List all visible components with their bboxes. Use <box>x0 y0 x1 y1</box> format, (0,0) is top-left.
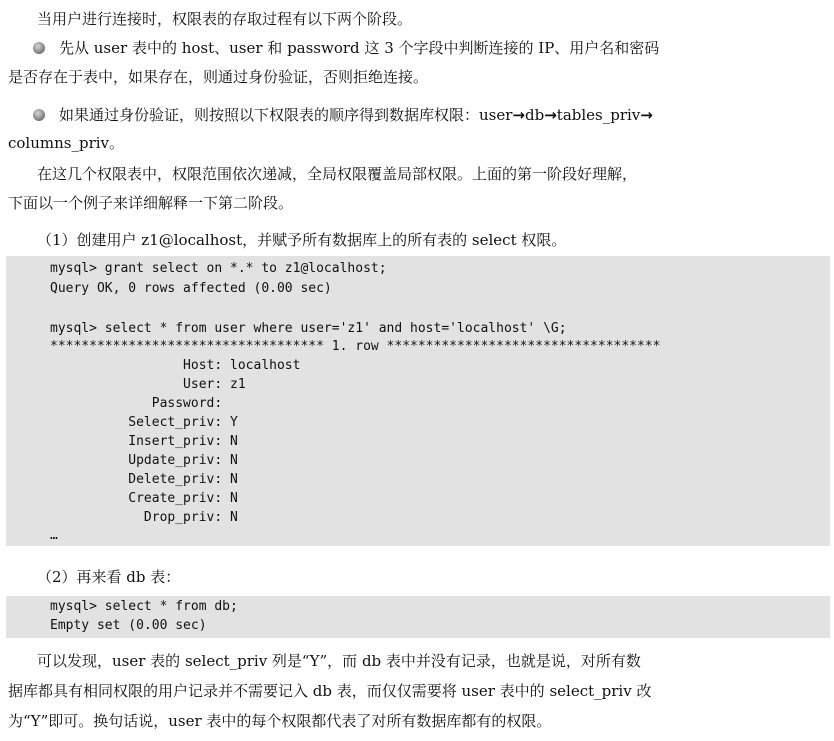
code-line: Query OK, 0 rows affected (0.00 sec) <box>50 281 332 296</box>
code-line: … <box>50 528 58 543</box>
bullet-item-2-line-1 <box>33 104 833 126</box>
arrow-right-icon: → <box>640 106 653 124</box>
bullet-icon <box>33 42 45 54</box>
bullet-2-text: 如果通过身份验证，则按照以下权限表的顺序得到数据库权限：user <box>59 106 513 124</box>
code-line: Password: <box>50 396 231 411</box>
code-line: Create_priv: N <box>50 491 238 506</box>
code-line: Select_priv: Y <box>50 415 238 430</box>
code-line: Delete_priv: N <box>50 472 238 487</box>
arrow-right-icon: → <box>512 106 525 124</box>
paragraph-3-line-3: 为“Y”即可。换句话说，user 表中的每个权限都代表了对所有数据库都有的权限。 <box>8 712 552 730</box>
code-line: mysql> grant select on *.* to z1@localhost; <box>50 261 387 276</box>
code-line: *********************************** 1. row *********************************** <box>50 339 661 354</box>
bullet-item-2-line-2: columns_priv。 <box>8 134 125 152</box>
code-line: Host: localhost <box>50 358 301 373</box>
paragraph-2-line-1: 在这几个权限表中，权限范围依次递减，全局权限覆盖局部权限。上面的第一阶段好理解， <box>37 165 638 183</box>
code-block-grant <box>6 256 830 546</box>
bullet-1-text: 先从 user 表中的 host、user 和 password 这 3 个字段中判断连接的 IP、用户名和密码 <box>59 39 660 57</box>
code-line: mysql> select * from user where user='z1' and host='localhost' \G; <box>50 321 567 336</box>
code-line: mysql> select * from db; <box>50 599 238 614</box>
code-line: Empty set (0.00 sec) <box>50 618 207 633</box>
bullet-2-db: db <box>525 106 545 124</box>
paragraph-3-line-2: 据库都具有相同权限的用户记录并不需要记入 db 表，而仅仅需要将 user 表中的 select_priv 改 <box>8 682 652 700</box>
bullet-icon <box>33 109 45 121</box>
paragraph-2-line-2: 下面以一个例子来详细解释一下第二阶段。 <box>8 194 294 212</box>
arrow-right-icon: → <box>544 106 557 124</box>
paragraph-3-line-1: 可以发现，user 表的 select_priv 列是“Y”，而 db 表中并没有记录，也就是说，对所有数 <box>37 652 641 670</box>
intro-paragraph: 当用户进行连接时，权限表的存取过程有以下两个阶段。 <box>37 10 413 28</box>
code-line: Drop_priv: N <box>50 510 238 525</box>
bullet-item-1-line-2: 是否存在于表中，如果存在，则通过身份验证，否则拒绝连接。 <box>8 68 429 86</box>
code-line: User: z1 <box>50 377 246 392</box>
code-block-db <box>6 596 830 638</box>
step-1-heading: （1）创建用户 z1@localhost，并赋予所有数据库上的所有表的 select 权限。 <box>37 231 567 249</box>
code-line: Update_priv: N <box>50 453 238 468</box>
bullet-2-tables-priv: tables_priv <box>556 106 641 124</box>
step-2-heading: （2）再来看 db 表： <box>37 568 181 586</box>
code-line: Insert_priv: N <box>50 434 238 449</box>
bullet-item-1-line-1 <box>33 37 833 59</box>
